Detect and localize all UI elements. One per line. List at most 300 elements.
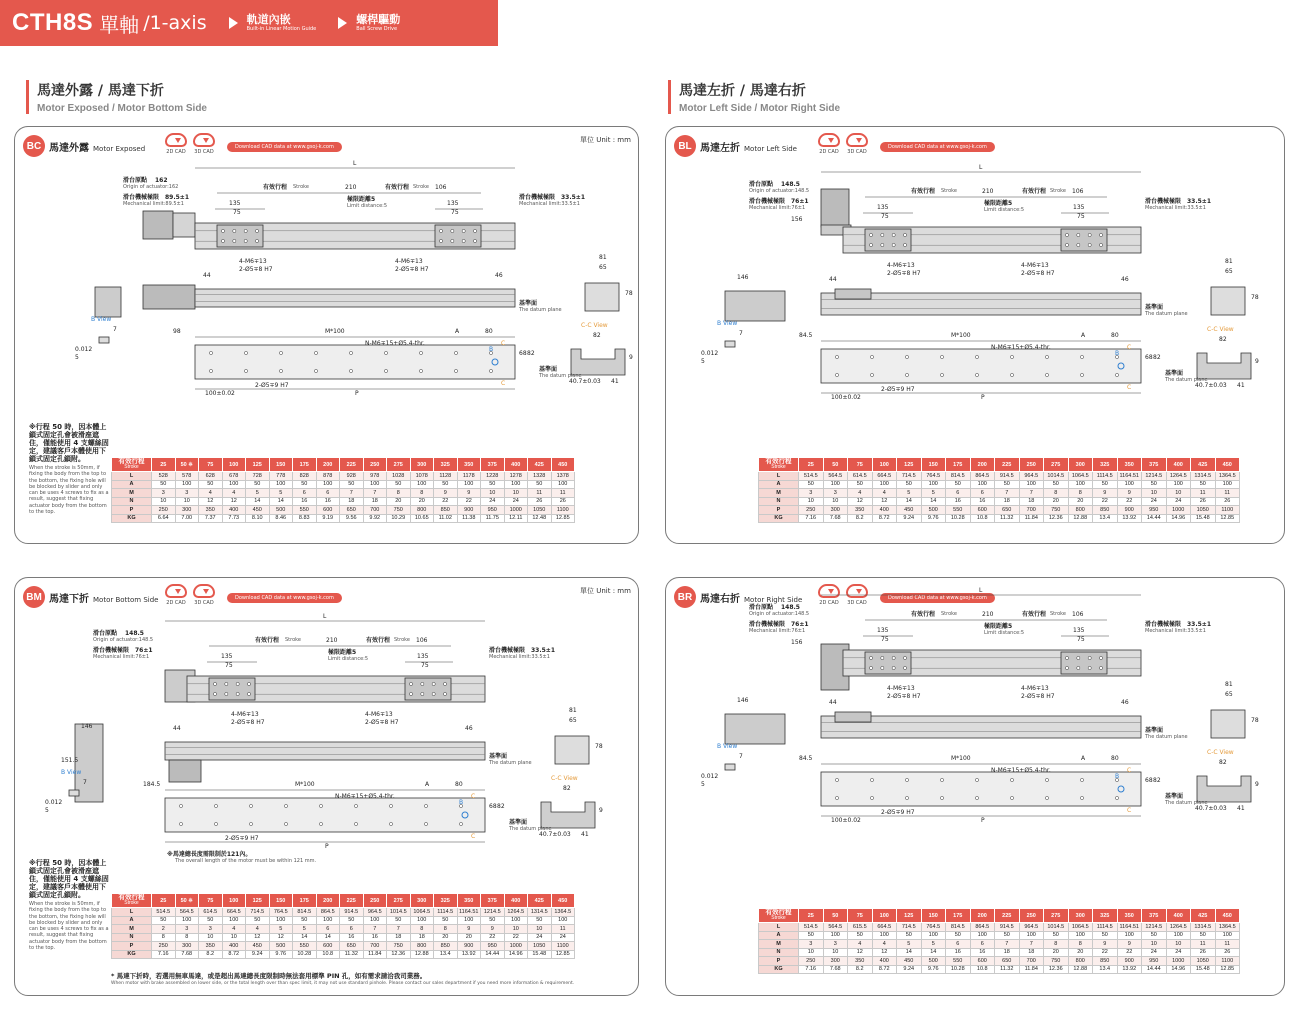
row-label: N <box>112 933 152 942</box>
dim-start: 84.5 <box>799 332 813 339</box>
datum-label-bottom: 基準面 <box>509 819 528 826</box>
stroke-column-header: 300 <box>410 894 434 908</box>
dim-L: L <box>979 587 983 594</box>
table-cell: 1114.5 <box>434 908 458 917</box>
cc-dim-40-7: 40.7±0.03 <box>1195 382 1227 389</box>
triangle-arrow-icon <box>338 17 347 29</box>
mount-hole <box>905 796 908 799</box>
mount-hole <box>1099 233 1102 236</box>
mount-hole <box>1115 373 1118 376</box>
table-cell: 928 <box>340 472 364 481</box>
datum-label: 基準面 <box>1145 727 1164 734</box>
table-cell: 3 <box>799 940 824 949</box>
dim-75-right: 75 <box>1077 636 1085 643</box>
table-cell: 20 <box>457 933 481 942</box>
table-cell: 9.76 <box>921 965 946 974</box>
mount-hole <box>870 373 873 376</box>
stroke-50-note <box>29 859 111 951</box>
row-label: P <box>759 506 799 515</box>
section-heading-left <box>26 80 207 114</box>
table-cell: 1100 <box>1215 957 1240 966</box>
dim-7: 7 <box>113 326 117 333</box>
stroke-en-right: Stroke <box>394 637 410 643</box>
stroke-label-right: 有效行程 <box>1022 611 1047 618</box>
table-cell: 814.5 <box>946 472 971 481</box>
stroke-label-right: 有效行程 <box>385 184 410 191</box>
table-cell: 11.84 <box>363 950 387 959</box>
slider-right <box>1061 652 1107 674</box>
marker-B: B <box>489 346 494 353</box>
table-cell: 750 <box>387 506 411 515</box>
table-cell: 678 <box>222 472 246 481</box>
dim-146: 146 <box>737 274 749 281</box>
cad-label: 2D CAD <box>819 600 839 606</box>
table-row <box>112 514 575 523</box>
panel-title-zh: 馬達右折 <box>700 594 740 605</box>
table-cell: 100 <box>504 916 528 925</box>
unit-label: 單位 Unit : mm <box>580 136 631 144</box>
end-view-profile <box>585 283 619 311</box>
motor-body <box>143 211 173 239</box>
mount-hole <box>432 682 435 685</box>
table-cell: 18 <box>363 497 387 506</box>
origin-label-en: Origin of actuator:148.5 <box>93 637 154 643</box>
dim-7: 7 <box>739 330 743 337</box>
table-cell: 11 <box>551 489 575 498</box>
table-cell: 1114.5 <box>1093 472 1118 481</box>
mount-hole <box>905 778 908 781</box>
stroke-column-header: 200 <box>316 894 340 908</box>
table-cell: 11.84 <box>1019 965 1044 974</box>
download-cad-button[interactable]: Download CAD data at www.gsoj-k.com <box>880 593 995 603</box>
table-cell: 7.00 <box>175 514 199 523</box>
table-cell: 50 <box>528 480 552 489</box>
table-cell: 11.38 <box>457 514 481 523</box>
mount-hole <box>389 804 392 807</box>
cc-dim-41: 41 <box>581 831 589 838</box>
table-cell: 400 <box>872 957 897 966</box>
download-cad-button[interactable]: Download CAD data at www.gsoj-k.com <box>880 142 995 152</box>
table-cell: 100 <box>1166 931 1191 940</box>
table-cell: 450 <box>897 957 922 966</box>
stroke-column-header: 25 <box>799 909 824 923</box>
table-cell: 514.5 <box>799 472 824 481</box>
dim-82: 82 <box>1153 777 1161 784</box>
cc-dim-41: 41 <box>611 378 619 385</box>
table-cell: 9.56 <box>340 514 364 523</box>
stroke-label-left: 有效行程 <box>263 184 288 191</box>
table-cell: 514.5 <box>152 908 176 917</box>
table-cell: 50 <box>1093 931 1118 940</box>
mount-hole <box>1088 233 1091 236</box>
table-cell: 8 <box>387 489 411 498</box>
mount-hole <box>459 822 462 825</box>
dim-75-right: 75 <box>1077 213 1085 220</box>
table-cell: 8 <box>1068 940 1093 949</box>
table-cell: 12.48 <box>528 514 552 523</box>
mount-hole <box>940 373 943 376</box>
table-header-row <box>112 458 575 472</box>
slider-left <box>217 225 263 247</box>
table-row <box>759 506 1240 515</box>
table-cell: 1314.5 <box>528 908 552 917</box>
stroke-column-header: 200 <box>970 909 995 923</box>
motor-body <box>821 189 849 227</box>
dim-44: 44 <box>203 272 211 279</box>
table-cell: 6 <box>316 925 340 934</box>
cc-dim-82: 82 <box>563 785 571 792</box>
table-cell: 8.83 <box>293 514 317 523</box>
stroke-spec-table <box>111 893 575 959</box>
table-cell: 500 <box>921 506 946 515</box>
table-cell: 12.36 <box>1044 965 1069 974</box>
table-cell: 400 <box>872 506 897 515</box>
table-cell: 1100 <box>551 506 575 515</box>
dim-tolerance: 0.012 <box>75 346 93 353</box>
table-cell: 18 <box>1019 948 1044 957</box>
mount-hole <box>892 656 895 659</box>
table-cell: 9 <box>1117 489 1142 498</box>
mount-hole <box>255 239 258 242</box>
pin-callout: 2-Ø5∓9 H7 <box>255 382 289 389</box>
table-cell: 24 <box>1142 497 1167 506</box>
table-cell: 614.5 <box>848 472 873 481</box>
table-cell: 18 <box>387 933 411 942</box>
table-cell: 50 <box>897 931 922 940</box>
table-cell: 400 <box>222 506 246 515</box>
table-cell: 1364.5 <box>1215 923 1240 932</box>
table-cell: 1050 <box>528 506 552 515</box>
dim-68: 68 <box>519 350 527 357</box>
mount-hole <box>443 682 446 685</box>
stroke-column-header: 325 <box>1093 458 1118 472</box>
stroke-column-header: 400 <box>504 894 528 908</box>
table-cell: 1164.51 <box>1117 472 1142 481</box>
pin-callout-right: 2-Ø5∓8 H7 <box>365 719 399 726</box>
table-cell: 13.4 <box>1093 514 1118 523</box>
dim-135-right: 135 <box>1073 204 1085 211</box>
mount-hole <box>1080 355 1083 358</box>
dim-5: 5 <box>45 807 49 814</box>
table-cell: 50 <box>199 916 223 925</box>
dim-m100: M*100 <box>295 781 315 788</box>
mount-hole <box>279 369 282 372</box>
stroke-column-header: 375 <box>481 894 505 908</box>
table-cell: 250 <box>799 506 824 515</box>
row-label: M <box>759 489 799 498</box>
table-cell: 878 <box>316 472 340 481</box>
pin-callout-left: 2-Ø5∓8 H7 <box>231 719 265 726</box>
table-cell: 11 <box>551 925 575 934</box>
dim-135-right: 135 <box>417 653 429 660</box>
table-row <box>759 940 1240 949</box>
dim-78: 78 <box>1251 717 1259 724</box>
mech-limit-left-en: Mechanical limit:76±1 <box>749 628 806 634</box>
table-cell: 7 <box>363 489 387 498</box>
dim-81: 81 <box>569 707 577 714</box>
dim-68: 68 <box>1145 354 1153 361</box>
mount-hole <box>473 239 476 242</box>
table-cell: 22 <box>457 497 481 506</box>
table-cell: 100 <box>921 931 946 940</box>
mount-hole <box>421 682 424 685</box>
mech-limit-right-en: Mechanical limit:33.5±1 <box>1145 205 1206 211</box>
table-cell: 8 <box>1044 489 1069 498</box>
dim-A: A <box>455 328 460 335</box>
b-view-label: B View <box>61 769 82 776</box>
stroke-column-header: 50 <box>823 909 848 923</box>
mount-hole <box>892 243 895 246</box>
table-cell: 9 <box>434 489 458 498</box>
mount-hole <box>892 666 895 669</box>
stroke-50-note <box>29 423 111 515</box>
dim-44: 44 <box>829 276 837 283</box>
table-cell: 100 <box>1068 480 1093 489</box>
tag-linear-guide-en: Built-in Linear Motion Guide <box>246 26 317 32</box>
motor-side <box>143 285 195 309</box>
table-cell: 1314.5 <box>1191 923 1216 932</box>
table-cell: 16 <box>363 933 387 942</box>
stroke-column-header: 350 <box>457 458 481 472</box>
thread-callout: N-M6∓15+Ø5.4-thr. <box>365 340 425 347</box>
table-row <box>112 942 575 951</box>
stroke-header-en: Stroke <box>124 464 139 471</box>
dim-151-5: 151.5 <box>61 757 79 764</box>
mech-limit-left-en: Mechanical limit:76±1 <box>749 205 806 211</box>
table-cell: 3 <box>823 489 848 498</box>
table-cell: 10 <box>1166 940 1191 949</box>
mount-hole <box>1077 656 1080 659</box>
mount-hole <box>424 822 427 825</box>
mount-hole <box>319 822 322 825</box>
stroke-column-header: 300 <box>410 458 434 472</box>
mount-hole <box>1010 796 1013 799</box>
thread-callout-right: 4-M6∓13 <box>365 711 393 718</box>
dim-P: P <box>981 817 985 824</box>
table-cell: 1014.5 <box>387 908 411 917</box>
table-cell: 15.48 <box>528 950 552 959</box>
b-view-pin <box>725 341 735 347</box>
table-cell: 764.5 <box>921 472 946 481</box>
table-cell: 850 <box>1093 506 1118 515</box>
dim-135-left: 135 <box>221 653 233 660</box>
table-cell: 964.5 <box>1019 472 1044 481</box>
b-view-label: B View <box>717 320 738 327</box>
table-cell: 22 <box>504 933 528 942</box>
table-cell: 1378 <box>551 472 575 481</box>
row-label: M <box>112 925 152 934</box>
table-cell: 8.72 <box>222 950 246 959</box>
table-cell: 15.48 <box>1191 965 1216 974</box>
dim-44: 44 <box>829 699 837 706</box>
table-cell: 1314.5 <box>1191 472 1216 481</box>
mount-hole <box>835 355 838 358</box>
slider-side <box>835 289 871 299</box>
table-cell: 7 <box>387 925 411 934</box>
mount-hole <box>940 796 943 799</box>
table-cell: 10.8 <box>316 950 340 959</box>
table-cell: 6 <box>316 489 340 498</box>
panel-br-motor-right <box>665 577 1285 996</box>
datum-label-bottom: 基準面 <box>1165 370 1184 377</box>
table-cell: 550 <box>293 942 317 951</box>
mount-hole <box>1088 666 1091 669</box>
table-cell: 4 <box>872 489 897 498</box>
table-cell: 10 <box>152 497 176 506</box>
stroke-column-header: 100 <box>222 894 246 908</box>
table-cell: 11 <box>1215 489 1240 498</box>
table-cell: 50 <box>799 931 824 940</box>
table-cell: 16 <box>293 497 317 506</box>
table-cell: 664.5 <box>872 923 897 932</box>
mount-hole <box>835 778 838 781</box>
table-cell: 5 <box>269 925 293 934</box>
table-cell: 400 <box>222 942 246 951</box>
table-cell: 564.5 <box>175 908 199 917</box>
mount-hole <box>233 239 236 242</box>
table-cell: 100 <box>1215 480 1240 489</box>
mount-hole <box>940 778 943 781</box>
mount-hole <box>247 692 250 695</box>
table-cell: 850 <box>434 506 458 515</box>
table-cell: 10.8 <box>970 514 995 523</box>
origin-label-en: Origin of actuator:148.5 <box>749 188 810 194</box>
table-cell: 4 <box>222 925 246 934</box>
table-cell: 300 <box>175 942 199 951</box>
table-cell: 4 <box>222 489 246 498</box>
pin-callout-right: 2-Ø5∓8 H7 <box>1021 693 1055 700</box>
stroke-spec-table <box>111 457 575 523</box>
panel-code-badge: BC <box>23 135 45 157</box>
panel-title-zh: 馬達左折 <box>700 143 740 154</box>
row-label: A <box>112 480 152 489</box>
table-cell: 12 <box>848 948 873 957</box>
mount-hole <box>1077 243 1080 246</box>
table-cell: 50 <box>293 916 317 925</box>
stroke-column-header: 250 <box>363 458 387 472</box>
cc-dim-82: 82 <box>1219 336 1227 343</box>
table-cell: 100 <box>823 931 848 940</box>
dim-82: 82 <box>1153 354 1161 361</box>
table-cell: 1050 <box>1191 957 1216 966</box>
panel-title-en: Motor Bottom Side <box>93 596 159 604</box>
dim-146: 146 <box>81 723 93 730</box>
marker-C-top: C <box>1127 767 1132 774</box>
thread-callout-left: 4-M6∓13 <box>887 685 915 692</box>
table-cell: 1050 <box>1191 506 1216 515</box>
dim-75-left: 75 <box>881 636 889 643</box>
stroke-column-header: 100 <box>872 909 897 923</box>
table-cell: 12.85 <box>551 950 575 959</box>
table-cell: 3 <box>799 489 824 498</box>
table-cell: 700 <box>363 506 387 515</box>
cc-dim-82: 82 <box>593 332 601 339</box>
dim-135-right: 135 <box>447 200 459 207</box>
table-cell: 1100 <box>1215 506 1240 515</box>
dim-P: P <box>355 390 359 397</box>
table-cell: 5 <box>897 940 922 949</box>
table-cell: 22 <box>1117 948 1142 957</box>
mount-hole <box>247 682 250 685</box>
limit-distance-label: 極限距離5 <box>984 623 1013 630</box>
table-row <box>759 489 1240 498</box>
table-row <box>112 908 575 917</box>
dim-5: 5 <box>75 354 79 361</box>
table-cell: 50 <box>152 916 176 925</box>
table-cell: 14 <box>246 497 270 506</box>
table-cell: 24 <box>1166 497 1191 506</box>
cc-dim-40-7: 40.7±0.03 <box>569 378 601 385</box>
mech-limit-right-label: 滑台機械極限 <box>1145 198 1182 205</box>
datum-label-bottom-en: The datum plane <box>539 373 582 379</box>
mount-hole <box>869 233 872 236</box>
table-cell: 100 <box>269 480 293 489</box>
download-cad-button[interactable]: Download CAD data at www.gsoj-k.com <box>227 593 342 603</box>
cc-view-label: C-C View <box>1207 326 1234 333</box>
stroke-column-header: 250 <box>1019 909 1044 923</box>
table-cell: 1264.5 <box>504 908 528 917</box>
coupling-housing <box>173 213 195 237</box>
dim-135-left: 135 <box>229 200 241 207</box>
row-label: L <box>112 908 152 917</box>
pin-callout-left: 2-Ø5∓8 H7 <box>239 266 273 273</box>
table-cell: 3 <box>199 925 223 934</box>
origin-label-en: Origin of actuator:148.5 <box>749 611 810 617</box>
pin-callout: 2-Ø5∓9 H7 <box>225 835 259 842</box>
actuator-bottom-view <box>165 798 485 832</box>
dim-146: 146 <box>737 697 749 704</box>
table-cell: 828 <box>293 472 317 481</box>
table-cell: 11 <box>1215 940 1240 949</box>
table-cell: 1328 <box>528 472 552 481</box>
table-cell: 50 <box>340 480 364 489</box>
stroke-column-header: 225 <box>995 909 1020 923</box>
axis-zh: 單軸 <box>99 12 140 37</box>
slider-side <box>835 712 871 722</box>
origin-label: 滑台原點 <box>93 630 118 637</box>
table-cell: 728 <box>246 472 270 481</box>
table-cell: 12.36 <box>387 950 411 959</box>
thread-callout-right: 4-M6∓13 <box>1021 262 1049 269</box>
stroke-column-header: 350 <box>1117 458 1142 472</box>
limit-distance-en: Limit distance:5 <box>984 630 1025 636</box>
mount-hole <box>179 804 182 807</box>
table-cell: 1228 <box>481 472 505 481</box>
datum-label: 基準面 <box>519 300 538 307</box>
table-cell: 18 <box>1019 497 1044 506</box>
table-cell: 8.2 <box>848 514 873 523</box>
dim-80: 80 <box>455 781 463 788</box>
mech-limit-left-value: 76±1 <box>791 198 809 205</box>
slider-right <box>435 225 481 247</box>
table-cell: 20 <box>434 933 458 942</box>
download-cad-button[interactable]: Download CAD data at www.gsoj-k.com <box>227 142 342 152</box>
panel-code-badge: BR <box>674 586 696 608</box>
table-cell: 11.32 <box>995 514 1020 523</box>
table-cell: 1214.5 <box>481 908 505 917</box>
table-cell: 864.5 <box>316 908 340 917</box>
table-cell: 7.68 <box>823 965 848 974</box>
stroke-column-header: 150 <box>269 894 293 908</box>
mount-hole <box>903 666 906 669</box>
table-row <box>759 965 1240 974</box>
table-cell: 578 <box>175 472 199 481</box>
table-cell: 26 <box>551 497 575 506</box>
mount-hole <box>835 796 838 799</box>
dim-80: 80 <box>1111 755 1119 762</box>
table-cell: 1014.5 <box>1044 923 1069 932</box>
dim-135-left: 135 <box>877 204 889 211</box>
